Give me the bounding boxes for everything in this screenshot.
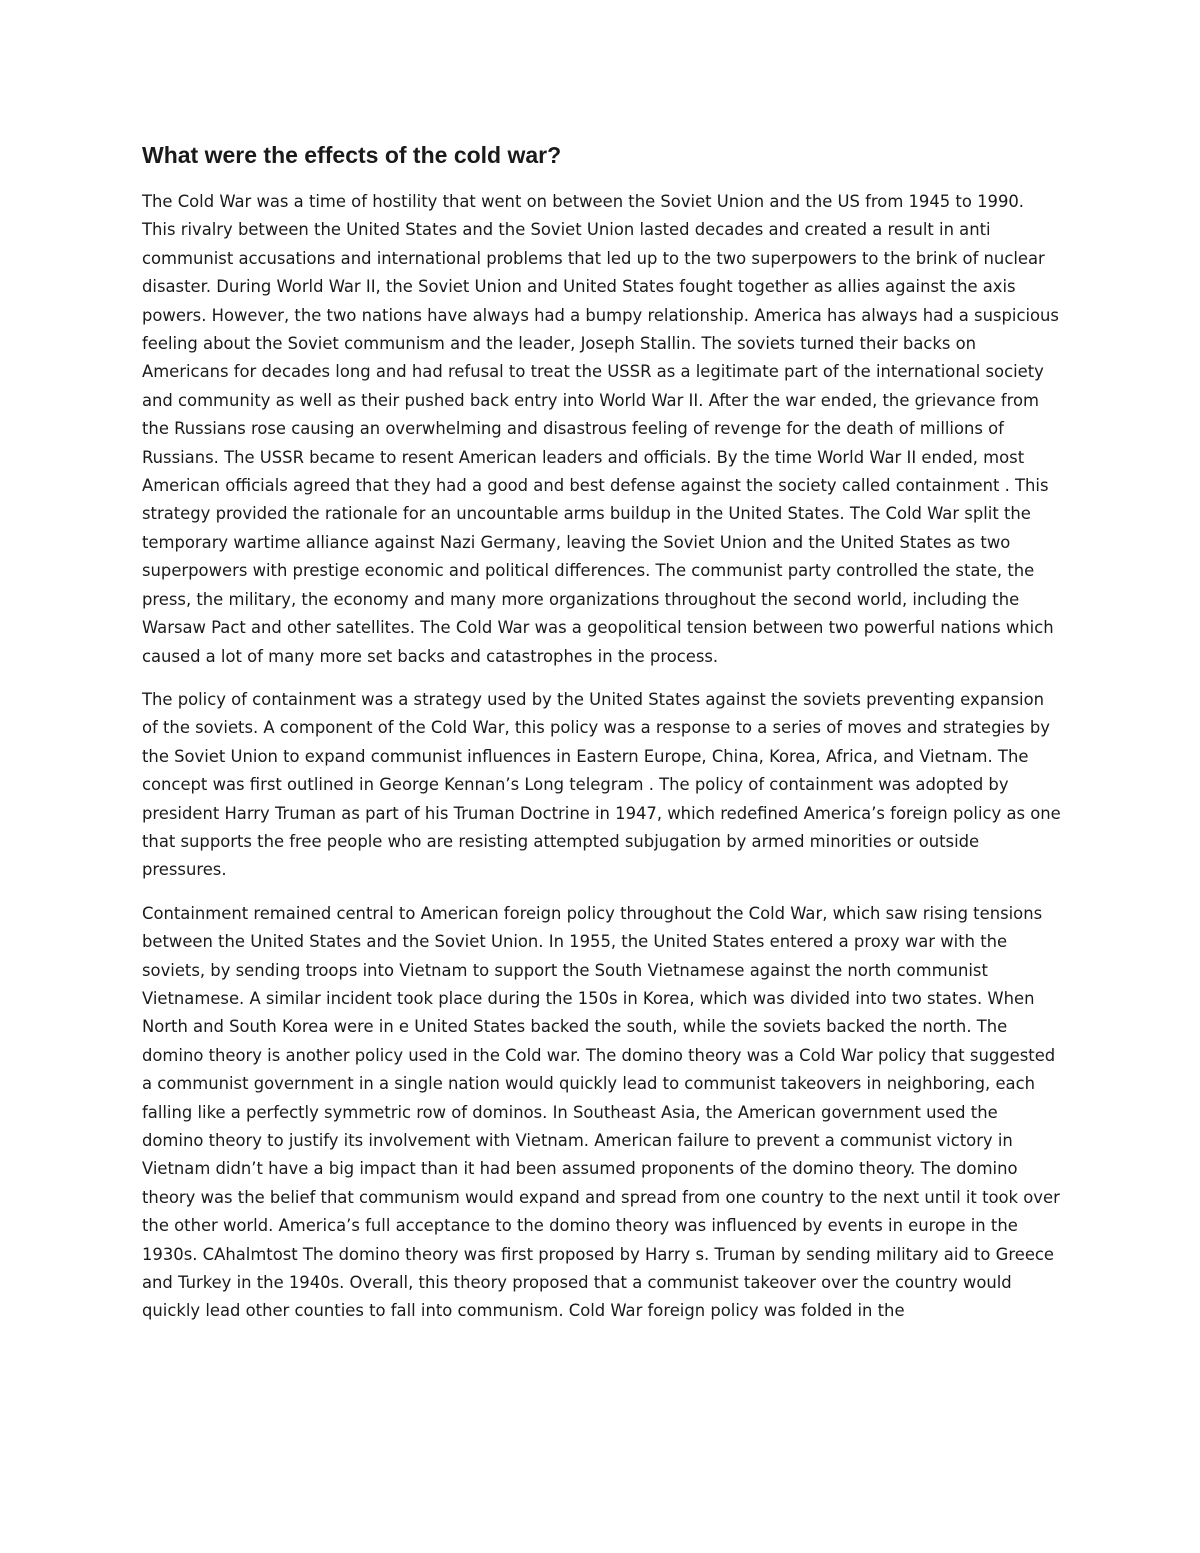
document-title: What were the effects of the cold war? bbox=[142, 142, 562, 168]
paragraph-containment-policy: The policy of containment was a strategy used by the United States against the soviets preventing expansion of the soviets. A component of the Cold War, this policy was a response to a series of moves and strategies by the Soviet Union to expand communist influences in Eastern Europe, China, Korea, Africa, and Vietnam. The concept was first outlined in George Kennan’s Long telegram . The policy of containment was adopted by president Harry Truman as part of his Truman Doctrine in 1947, which redefined America’s foreign policy as one that supports the free people who are resisting attempted subjugation by armed minorities or outside pressures. bbox=[142, 689, 1061, 880]
paragraph-domino-theory: Containment remained central to American foreign policy throughout the Cold War, which saw rising tensions between the United States and the Soviet Union. In 1955, the United States entered a proxy war with the soviets, by sending troops into Vietnam to support the South Vietnamese against the north communist Vietnamese. A similar incident took place during the 150s in Korea, which was divided into two states. When North and South Korea were in e United States backed the south, while the soviets backed the north. The domino theory is another policy used in the Cold war. The domino theory was a Cold War policy that suggested a communist government in a single nation would quickly lead to communist takeovers in neighboring, each falling like a perfectly symmetric row of dominos. In Southeast Asia, the American government used the domino theory to justify its involvement with Vietnam. American failure to prevent a communist victory in Vietnam didn’t have a big impact than it had been assumed proponents of the domino theory. The domino theory was the belief that communism would expand and spread from one country to the next until it took over the other world. America’s full acceptance to the domino theory was influenced by events in europe in the 1930s. CAhalmtost The domino theory was first proposed by Harry s. Truman by sending military aid to Greece and Turkey in the 1940s. Overall, this theory proposed that a communist takeover over the country would quickly lead other counties to fall into communism. Cold War foreign policy was folded in the bbox=[142, 903, 1060, 1321]
document-body bbox=[142, 140, 1062, 1341]
paragraph-cold-war-overview: The Cold War was a time of hostility that went on between the Soviet Union and the US from 1945 to 1990. This rivalry between the United States and the Soviet Union lasted decades and created a result in anti communist accusations and international problems that led up to the two superpowers to the brink of nuclear disaster. During World War II, the Soviet Union and United States fought together as allies against the axis powers. However, the two nations have always had a bumpy relationship. America has always had a suspicious feeling about the Soviet communism and the leader, Joseph Stallin. The soviets turned their backs on Americans for decades long and had refusal to treat the USSR as a legitimate part of the international society and community as well as their pushed back entry into World War II. After the war ended, the grievance from the Russians rose causing an overwhelming and disastrous feeling of revenge for the death of millions of Russians. The USSR became to resent American leaders and officials. By the time World War II ended, most American officials agreed that they had a good and best defense against the society called containment . This strategy provided the rationale for an uncountable arms buildup in the United States. The Cold War split the temporary wartime alliance against Nazi Germany, leaving the Soviet Union and the United States as two superpowers with prestige economic and political differences. The communist party controlled the state, the press, the military, the economy and many more organizations throughout the second world, including the Warsaw Pact and other satellites. The Cold War was a geopolitical tension between two powerful nations which caused a lot of many more set backs and catastrophes in the process. bbox=[142, 192, 1059, 666]
